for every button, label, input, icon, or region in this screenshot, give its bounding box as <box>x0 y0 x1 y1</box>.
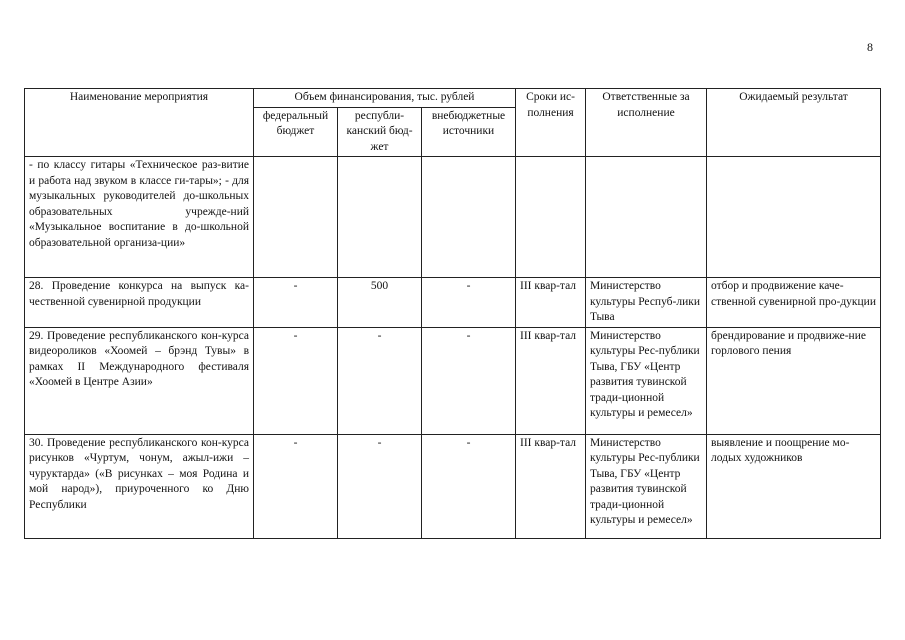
cell-federal <box>254 157 338 278</box>
table-row <box>25 157 881 278</box>
cell-republic: 500 <box>338 278 422 328</box>
cell-terms <box>516 157 586 278</box>
header-terms: Сроки ис-полнения <box>516 89 586 157</box>
cell-result: брендирование и продвиже-ние горлового пения <box>707 327 881 434</box>
header-responsible: Ответственные за исполнение <box>586 89 707 157</box>
table-row <box>25 278 881 328</box>
page-number: 8 <box>867 40 873 54</box>
header-result: Ожидаемый результат <box>707 89 881 157</box>
cell-extra: - <box>422 434 516 538</box>
cell-terms: III квар-тал <box>516 278 586 328</box>
cell-extra: - <box>422 278 516 328</box>
cell-republic: - <box>338 327 422 434</box>
cell-name: - по классу гитары «Техническое раз-витие и работа над звуком в классе ги-тары»; - для музыкальных руководителей до-школьных образовательных учрежде-ний «Музыкальное воспитание в до-школьной образовательной организа-ции» <box>25 157 254 278</box>
cell-extra <box>422 157 516 278</box>
table-row <box>25 327 881 434</box>
cell-responsible: Министерство культуры Рес-публики Тыва, ГБУ «Центр развития тувинской тради-ционной культуры и ремесел» <box>586 327 707 434</box>
cell-responsible <box>586 157 707 278</box>
cell-responsible: Министерство культуры Рес-публики Тыва, ГБУ «Центр развития тувинской тради-ционной культуры и ремесел» <box>586 434 707 538</box>
cell-extra: - <box>422 327 516 434</box>
cell-republic <box>338 157 422 278</box>
cell-federal: - <box>254 278 338 328</box>
table-row <box>25 434 881 538</box>
cell-result: отбор и продвижение каче-ственной сувенирной про-дукции <box>707 278 881 328</box>
cell-result: выявление и поощрение мо-лодых художников <box>707 434 881 538</box>
cell-result <box>707 157 881 278</box>
cell-name: 28. Проведение конкурса на выпуск ка-чественной сувенирной продукции <box>25 278 254 328</box>
header-funding: Объем финансирования, тыс. рублей <box>254 89 516 108</box>
cell-terms: III квар-тал <box>516 434 586 538</box>
header-extra: внебюджетные источники <box>422 107 516 157</box>
cell-responsible: Министерство культуры Респуб-лики Тыва <box>586 278 707 328</box>
cell-republic: - <box>338 434 422 538</box>
events-table <box>24 88 881 539</box>
header-federal: федеральный бюджет <box>254 107 338 157</box>
cell-name: 29. Проведение республиканского кон-курса видеороликов «Хоомей – брэнд Тувы» в рамках II Международного фестиваля «Хоомей в Центре Азии» <box>25 327 254 434</box>
header-republic: республи-канский бюд-жет <box>338 107 422 157</box>
cell-federal: - <box>254 434 338 538</box>
header-name: Наименование мероприятия <box>25 89 254 157</box>
cell-name: 30. Проведение республиканского кон-курса рисунков «Чуртум, чонум, ажыл-ижи – чуруктарда» («В рисунках – моя Родина и мой народ»), приуроченного ко Дню Республики <box>25 434 254 538</box>
cell-federal: - <box>254 327 338 434</box>
header-row-1 <box>25 89 881 108</box>
cell-terms: III квар-тал <box>516 327 586 434</box>
